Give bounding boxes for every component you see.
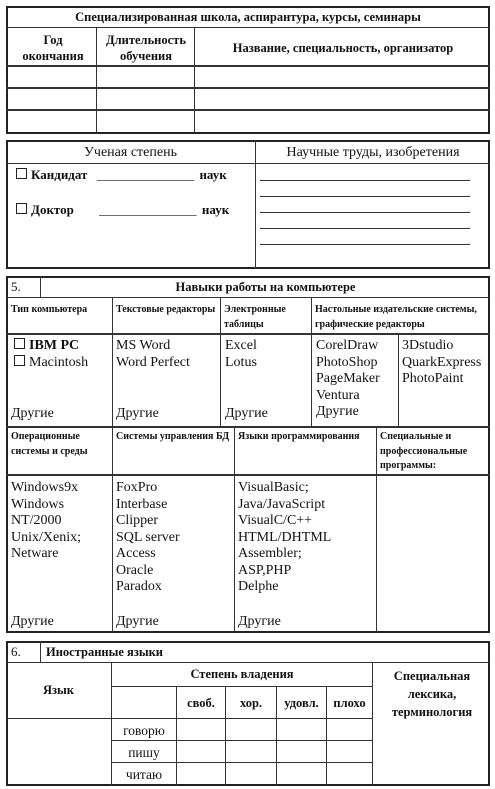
ibm-pc-checkbox[interactable]	[14, 338, 25, 349]
list-item: Delphe	[238, 579, 279, 594]
list-item: PhotoShop	[316, 354, 378, 370]
list-item: Paradox	[116, 579, 162, 594]
degree-title: Ученая степень	[84, 145, 177, 160]
spreadsheets-list	[225, 338, 257, 371]
ibm-pc-label: IBM PC	[29, 338, 80, 353]
list-item: MS Word	[116, 338, 171, 353]
dtp-head: Настольные издательские системы, графические редакторы	[315, 304, 477, 330]
doctor-blank[interactable]: _______________	[99, 202, 197, 217]
db-head: Системы управления БД	[116, 431, 230, 442]
computer-col-divider	[376, 426, 377, 633]
works-line[interactable]	[260, 244, 470, 245]
works-title: Научные труды, изобретения	[286, 145, 460, 160]
ibm-pc-option[interactable]	[14, 338, 88, 355]
list-item: Lotus	[225, 354, 257, 370]
list-item: Другие	[316, 404, 359, 419]
list-item: PhotoPaint	[402, 371, 464, 386]
skill-row-label: говорю	[123, 723, 165, 738]
other-label: Другие	[116, 406, 159, 421]
computer-type-head: Тип компьютера	[11, 304, 88, 315]
list-item: NT/2000	[11, 513, 62, 528]
candidate-checkbox[interactable]	[16, 168, 27, 179]
dtp-left-list	[316, 338, 380, 421]
skill-row-label: читаю	[125, 767, 163, 782]
education-title: Специализированная школа, аспирантура, курсы, семинары	[75, 10, 421, 24]
list-item: FoxPro	[116, 480, 158, 495]
candidate-blank[interactable]: _______________	[96, 167, 195, 182]
other-label: Другие	[116, 614, 159, 629]
computer-col-divider	[112, 298, 113, 426]
other-label: Другие	[238, 614, 281, 629]
doctor-checkbox-row	[16, 203, 229, 218]
list-item: ASP,PHP	[238, 562, 292, 578]
education-col-duration: Длительность обучения	[106, 33, 186, 63]
language-col-head: Язык	[42, 683, 74, 697]
education-row	[6, 89, 490, 111]
computer-col-divider	[398, 335, 399, 426]
list-item: Windows9x	[11, 480, 79, 495]
list-item: Excel	[225, 338, 257, 353]
languages-section-no: 6.	[11, 644, 21, 659]
level-label: удовл.	[284, 696, 319, 710]
list-item: Interbase	[116, 496, 168, 512]
level-label: плохо	[333, 696, 366, 710]
languages-title: Иностранные языки	[46, 645, 164, 659]
list-item: VisualBasic;	[238, 480, 309, 495]
spreadsheets-head: Электронные таблицы	[224, 304, 286, 330]
level-label: своб.	[187, 696, 215, 710]
special-vocab-head: Специальная лексика, терминология	[391, 669, 473, 719]
os-head: Операционные системы и среды	[11, 431, 88, 457]
list-item: Netware	[11, 546, 59, 561]
other-label: Другие	[11, 406, 54, 421]
other-label: Другие	[11, 614, 54, 629]
list-item: Windows	[11, 496, 65, 512]
list-item: HTML/DHTML	[238, 529, 332, 545]
list-item: SQL server	[116, 529, 180, 545]
languages-title-divider	[40, 641, 41, 663]
list-item: 3Dstudio	[402, 338, 454, 353]
works-line[interactable]	[260, 212, 470, 213]
macintosh-label: Macintosh	[29, 354, 89, 370]
db-list	[116, 480, 180, 596]
list-item: Java/JavaScript	[238, 496, 326, 512]
os-list	[11, 480, 81, 563]
special-head: Специальные и профессиональные программы:	[380, 431, 468, 471]
computer-col-divider	[220, 298, 221, 426]
computer-col-divider	[234, 426, 235, 633]
computer-title: Навыки работы на компьютере	[175, 280, 356, 294]
list-item: Ventura	[316, 387, 360, 403]
list-item: QuarkExpress	[402, 354, 482, 370]
list-item: Oracle	[116, 562, 154, 578]
text-editors-list	[116, 338, 190, 371]
macintosh-checkbox[interactable]	[14, 355, 25, 366]
computer-col-divider	[311, 298, 312, 426]
skill-row-label: пишу	[128, 745, 160, 760]
list-item: Unix/Xenix;	[11, 529, 81, 545]
education-row	[6, 67, 490, 89]
doctor-nauk: наук	[201, 202, 230, 217]
lang-list	[238, 480, 331, 596]
other-label: Другие	[225, 406, 268, 421]
candidate-checkbox-row	[16, 168, 227, 183]
languages-col-divider	[372, 663, 373, 786]
list-item: Assembler;	[238, 546, 302, 561]
list-item: CorelDraw	[316, 338, 379, 353]
level-col-head: Степень владения	[190, 667, 294, 681]
doctor-checkbox[interactable]	[16, 203, 27, 214]
list-item: VisualC/C++	[238, 513, 313, 528]
computer-section-no: 5.	[11, 279, 21, 294]
education-col-year: Год окончания	[22, 33, 84, 63]
list-item: Clipper	[116, 513, 158, 528]
doctor-label: Доктор	[31, 202, 74, 217]
works-line[interactable]	[260, 196, 470, 197]
candidate-nauk: наук	[199, 167, 227, 182]
level-label: хор.	[239, 696, 263, 710]
education-col-name: Название, специальность, организатор	[232, 41, 454, 55]
dtp-right-list	[402, 338, 481, 388]
macintosh-option[interactable]	[14, 355, 88, 372]
computer-type-list	[14, 338, 88, 371]
lang-head: Языки программирования	[238, 431, 360, 442]
computer-col-divider	[112, 426, 113, 633]
works-line[interactable]	[260, 228, 470, 229]
works-line[interactable]	[260, 180, 470, 181]
list-item: PageMaker	[316, 371, 380, 386]
list-item: Word Perfect	[116, 354, 190, 370]
text-editors-head: Текстовые редакторы	[116, 304, 216, 315]
list-item: Access	[116, 546, 156, 561]
candidate-label: Кандидат	[31, 167, 88, 182]
